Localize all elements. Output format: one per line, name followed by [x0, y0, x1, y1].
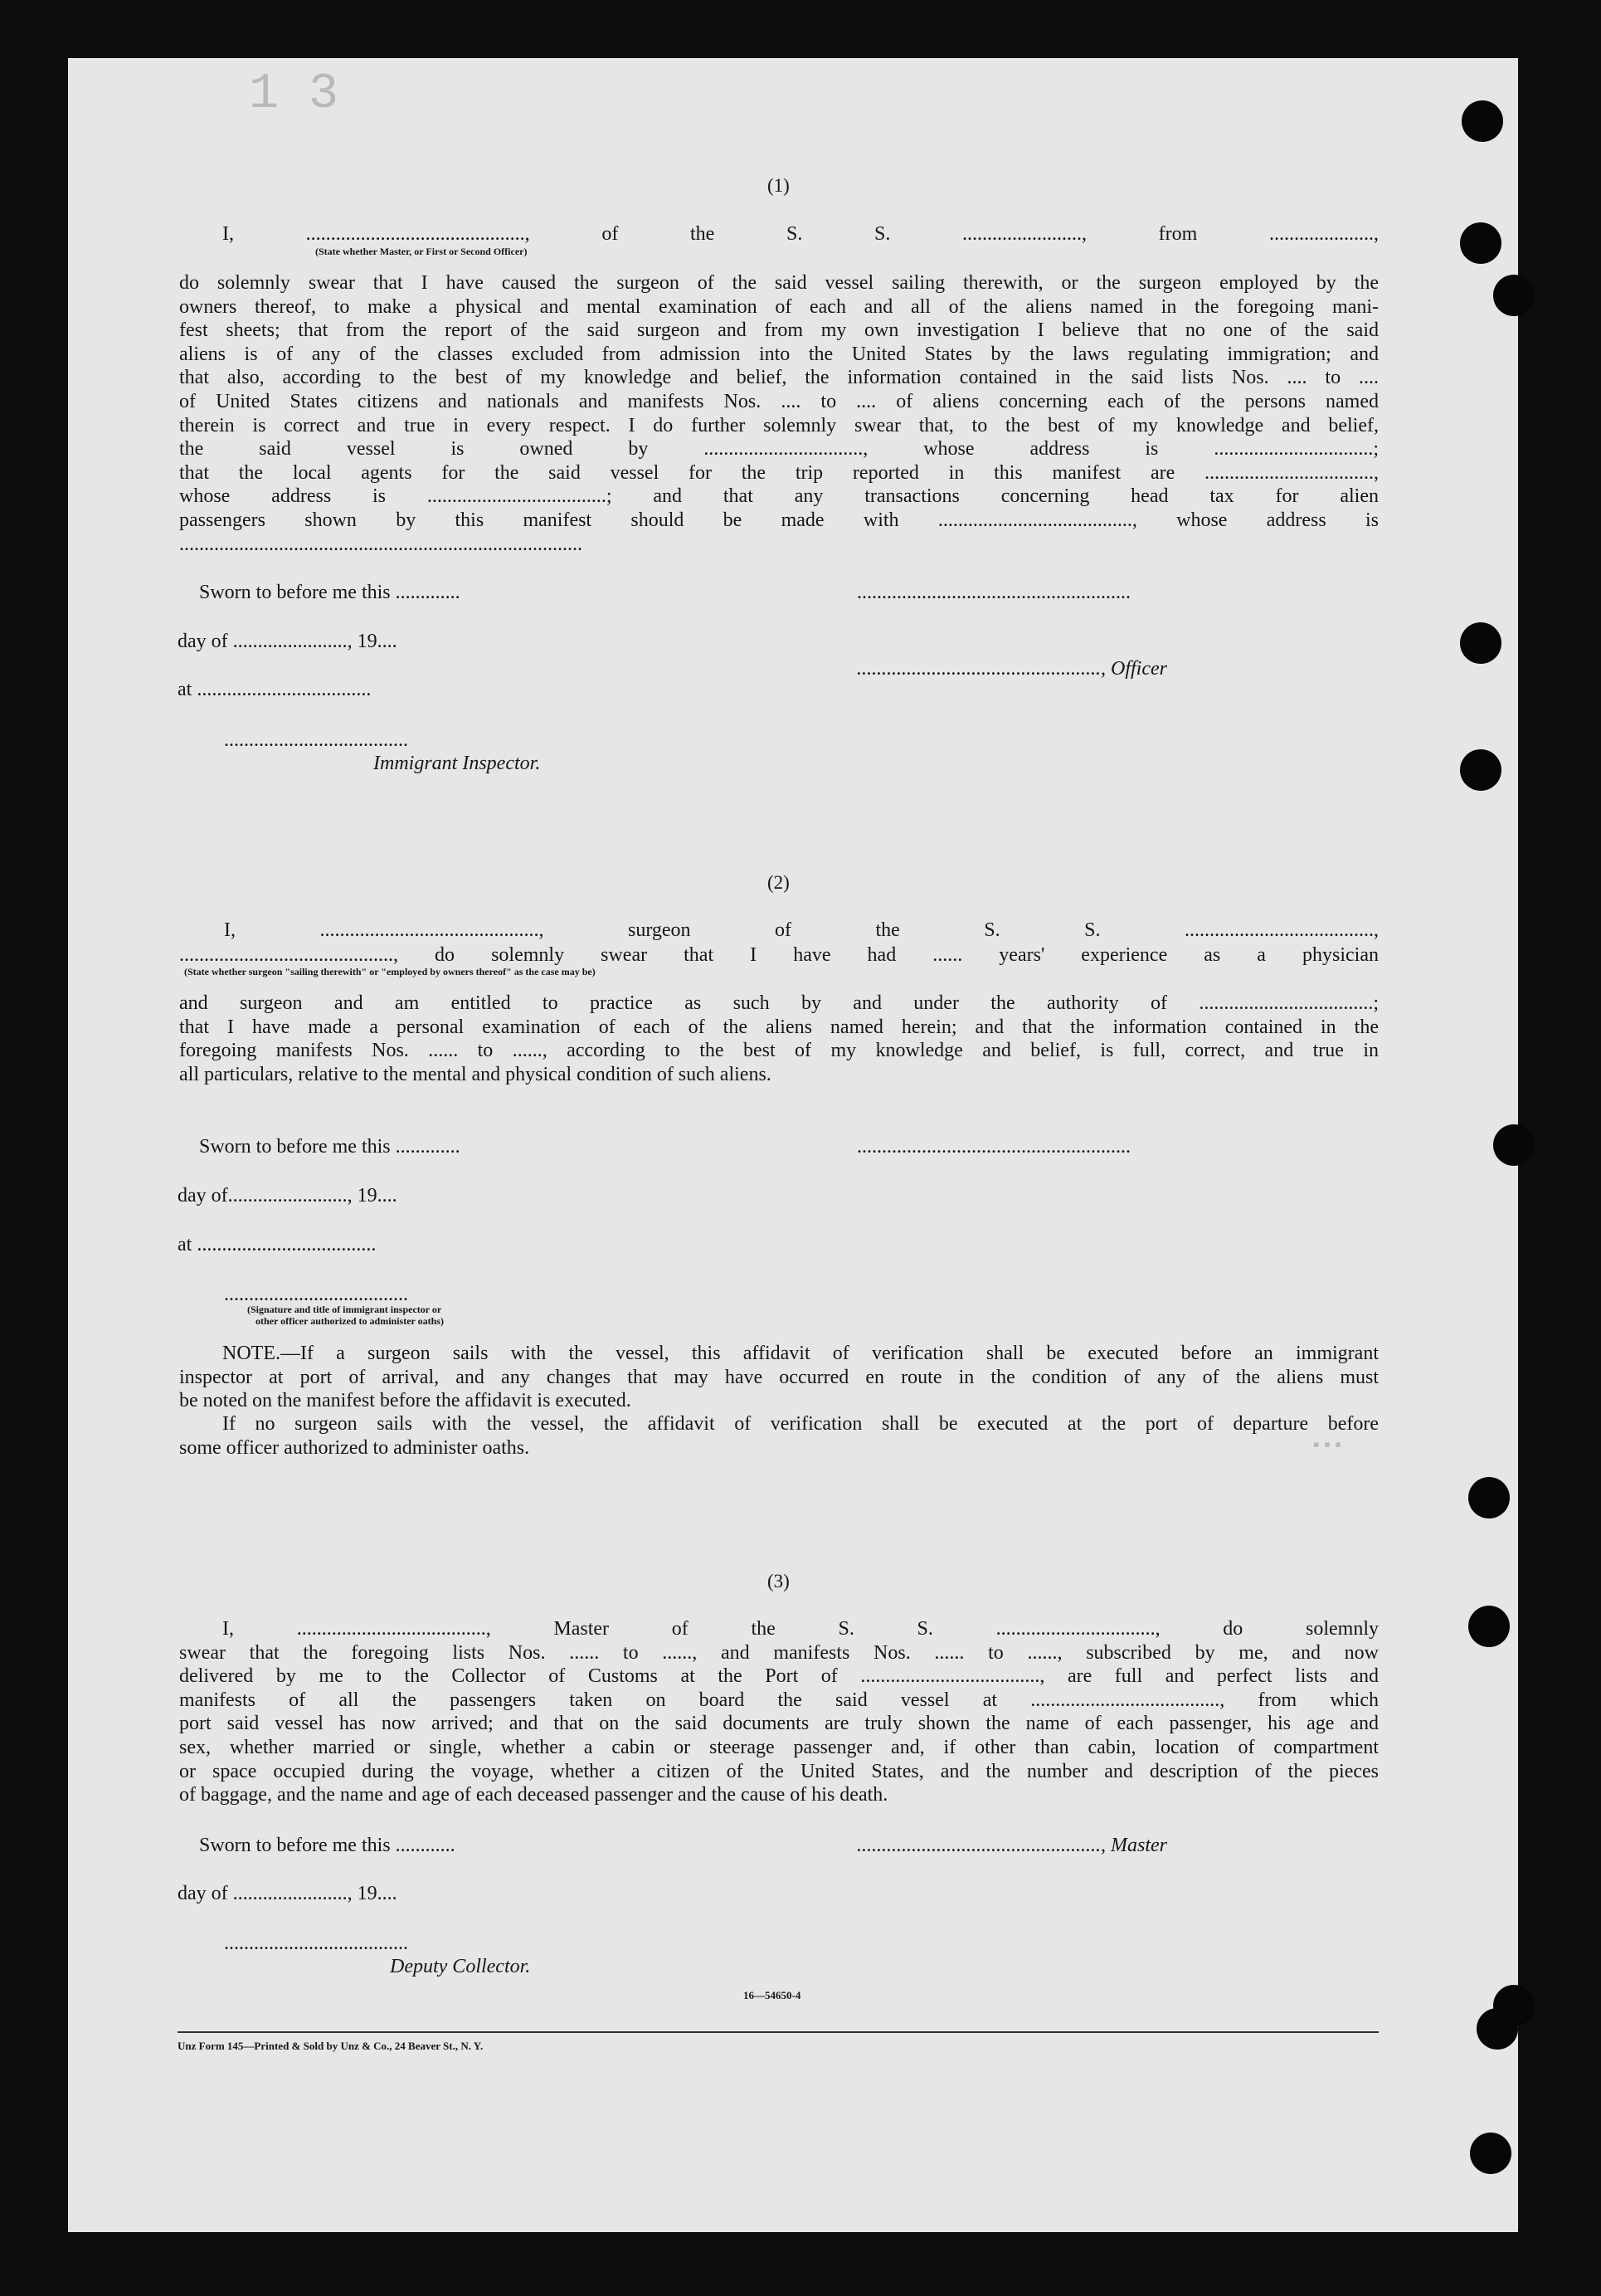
text-line: fest sheets; that from the report of the said surgeon and from my own investigation I believe that no one of the said	[179, 319, 1379, 342]
text-line: inspector at port of arrival, and any changes that may have occurred en route in the condition of any of the aliens must	[179, 1366, 1379, 1388]
note-text: If no surgeon sails with the vessel, the affidavit of verification shall be executed at the port of departure before	[222, 1413, 1379, 1435]
sworn-line: Sworn to before me this .............	[199, 582, 460, 603]
note-paragraph	[179, 1342, 1379, 1413]
text-line: swear that the foregoing lists Nos. ...... to ......, and manifests Nos. ...... to ......, subscribed by me, and now	[179, 1641, 1379, 1664]
place-line: at ....................................	[178, 1234, 377, 1255]
text-line: delivered by me to the Collector of Customs at the Port of ...................................., are full and perfect lists and	[179, 1665, 1379, 1688]
punch-hole	[1460, 622, 1501, 664]
text-line: all particulars, relative to the mental and physical condition of such aliens.	[179, 1063, 771, 1085]
punch-hole	[1468, 1477, 1510, 1518]
inspector-label: Immigrant Inspector.	[373, 753, 541, 774]
text-line: that the local agents for the said vessel for the trip reported in this manifest are ..................................,	[179, 461, 1379, 484]
text-line: therein is correct and true in every respect. I do further solemnly swear that, to the best of my knowledge and belief,	[179, 414, 1379, 436]
text-line: be noted on the manifest before the affidavit is executed.	[179, 1390, 631, 1412]
field-note: (State whether Master, or First or Second Officer)	[315, 246, 528, 257]
oath-second-line: ..........................................., do solemnly swear that I have had ...... years' experience as a physician	[179, 944, 1379, 966]
text-line: of United States citizens and nationals and manifests Nos. .... to .... of aliens concerning each of the persons named	[179, 390, 1379, 412]
text-line: or space occupied during the voyage, whether a citizen of the United States, and the number and description of the pieces	[179, 1760, 1379, 1782]
oath-paragraph	[179, 1617, 1379, 1807]
text-line: of baggage, and the name and age of each deceased passenger and the cause of his death.	[179, 1784, 888, 1806]
text-line: that I have made a personal examination of each of the aliens named herein; and that the information contained in the	[179, 1016, 1379, 1038]
oath-paragraph	[179, 992, 1379, 1086]
text-line: sex, whether married or single, whether a cabin or steerage passenger and, if other than cabin, location of compartment	[179, 1736, 1379, 1758]
text-line: that also, according to the best of my knowledge and belief, the information contained in the said lists Nos. .... to ....	[179, 367, 1379, 389]
sworn-line: Sworn to before me this .............	[199, 1136, 460, 1158]
punch-hole	[1493, 1124, 1535, 1166]
section-number: (2)	[767, 872, 790, 893]
collector-label: Deputy Collector.	[390, 1956, 531, 1977]
form-number: 16—54650-4	[743, 1989, 801, 2001]
text-line: passengers shown by this manifest should be made with ......................................., whose address is	[179, 509, 1379, 531]
text-line: the said vessel is owned by ................................, whose address is ................................;	[179, 438, 1379, 461]
officer-line: ................................................., Officer	[857, 658, 1167, 680]
footer-imprint: Unz Form 145—Printed & Sold by Unz & Co., 24 Beaver St., N. Y.	[178, 2040, 484, 2052]
oath-first-line: I, ............................................, of the S. S. ........................, from .....................,	[222, 223, 1379, 245]
text-line	[179, 1342, 1379, 1366]
text-line: .................................................................................	[179, 533, 582, 555]
day-line: day of ......................., 19....	[178, 1883, 397, 1904]
section-number: (1)	[767, 175, 790, 196]
text-line: aliens is of any of the classes excluded from admission into the United States by the laws regulating immigration; and	[179, 343, 1379, 365]
sworn-line: Sworn to before me this ............	[199, 1835, 455, 1856]
punch-hole	[1460, 749, 1501, 791]
footer-rule	[178, 2031, 1379, 2033]
text-line: owners thereof, to make a physical and mental examination of each and all of the aliens named in the foregoing mani-	[179, 295, 1379, 318]
text-line: some officer authorized to administer oaths.	[179, 1436, 530, 1459]
bleed-through-mark: 1 3	[249, 66, 339, 123]
punch-hole	[1462, 100, 1503, 142]
punch-hole	[1470, 2133, 1511, 2174]
collector-signature-line: .....................................	[224, 1933, 408, 1954]
punch-hole	[1460, 222, 1501, 264]
inspector-signature-line: .....................................	[224, 729, 408, 751]
section-number: (3)	[767, 1571, 790, 1592]
field-note: (State whether surgeon "sailing therewith" or "employed by owners thereof" as the case may be)	[184, 966, 596, 977]
day-line: day of........................, 19....	[178, 1185, 397, 1206]
text-line	[179, 1412, 1379, 1436]
text-line: manifests of all the passengers taken on board the said vessel at ......................................, from which	[179, 1689, 1379, 1711]
day-line: day of ......................., 19....	[178, 631, 397, 652]
text-line: port said vessel has now arrived; and that on the said documents are truly shown the name of each passenger, his age and	[179, 1713, 1379, 1735]
text-line: and surgeon and am entitled to practice as such by and under the authority of ...................................;	[179, 992, 1379, 1014]
punch-hole	[1493, 275, 1535, 316]
punch-hole	[1477, 2008, 1518, 2050]
note-text: NOTE.—If a surgeon sails with the vessel, this affidavit of verification shall be executed before an immigrant	[222, 1343, 1379, 1364]
oath-paragraph	[179, 271, 1379, 556]
text-line: whose address is ....................................; and that any transactions concerning head tax for alien	[179, 485, 1379, 508]
note-paragraph	[179, 1412, 1379, 1460]
text-line: do solemnly swear that I have caused the surgeon of the said vessel sailing therewith, or the surgeon employed by the	[179, 272, 1379, 294]
place-line: at ...................................	[178, 679, 372, 700]
text-line: foregoing manifests Nos. ...... to ......, according to the best of my knowledge and belief, is full, correct, and true in	[179, 1040, 1379, 1062]
signature-note: other officer authorized to administer oaths)	[255, 1315, 444, 1327]
bleed-through-mark: ▪▪▪	[1311, 1436, 1344, 1456]
master-signature-line: ................................................., Master	[857, 1835, 1167, 1856]
punch-hole	[1468, 1606, 1510, 1647]
signature-note: (Signature and title of immigrant inspector or	[247, 1304, 442, 1315]
text-line	[179, 1617, 1379, 1641]
oath-first-line: I, ............................................, surgeon of the S. S. ......................................,	[224, 919, 1379, 941]
officer-line: .......................................................	[857, 582, 1131, 603]
signature-line: .....................................	[224, 1284, 408, 1305]
signature-line: .......................................................	[857, 1136, 1131, 1158]
oath-text: I, ......................................, Master of the S. S. ................................, do solemnly	[222, 1618, 1379, 1640]
